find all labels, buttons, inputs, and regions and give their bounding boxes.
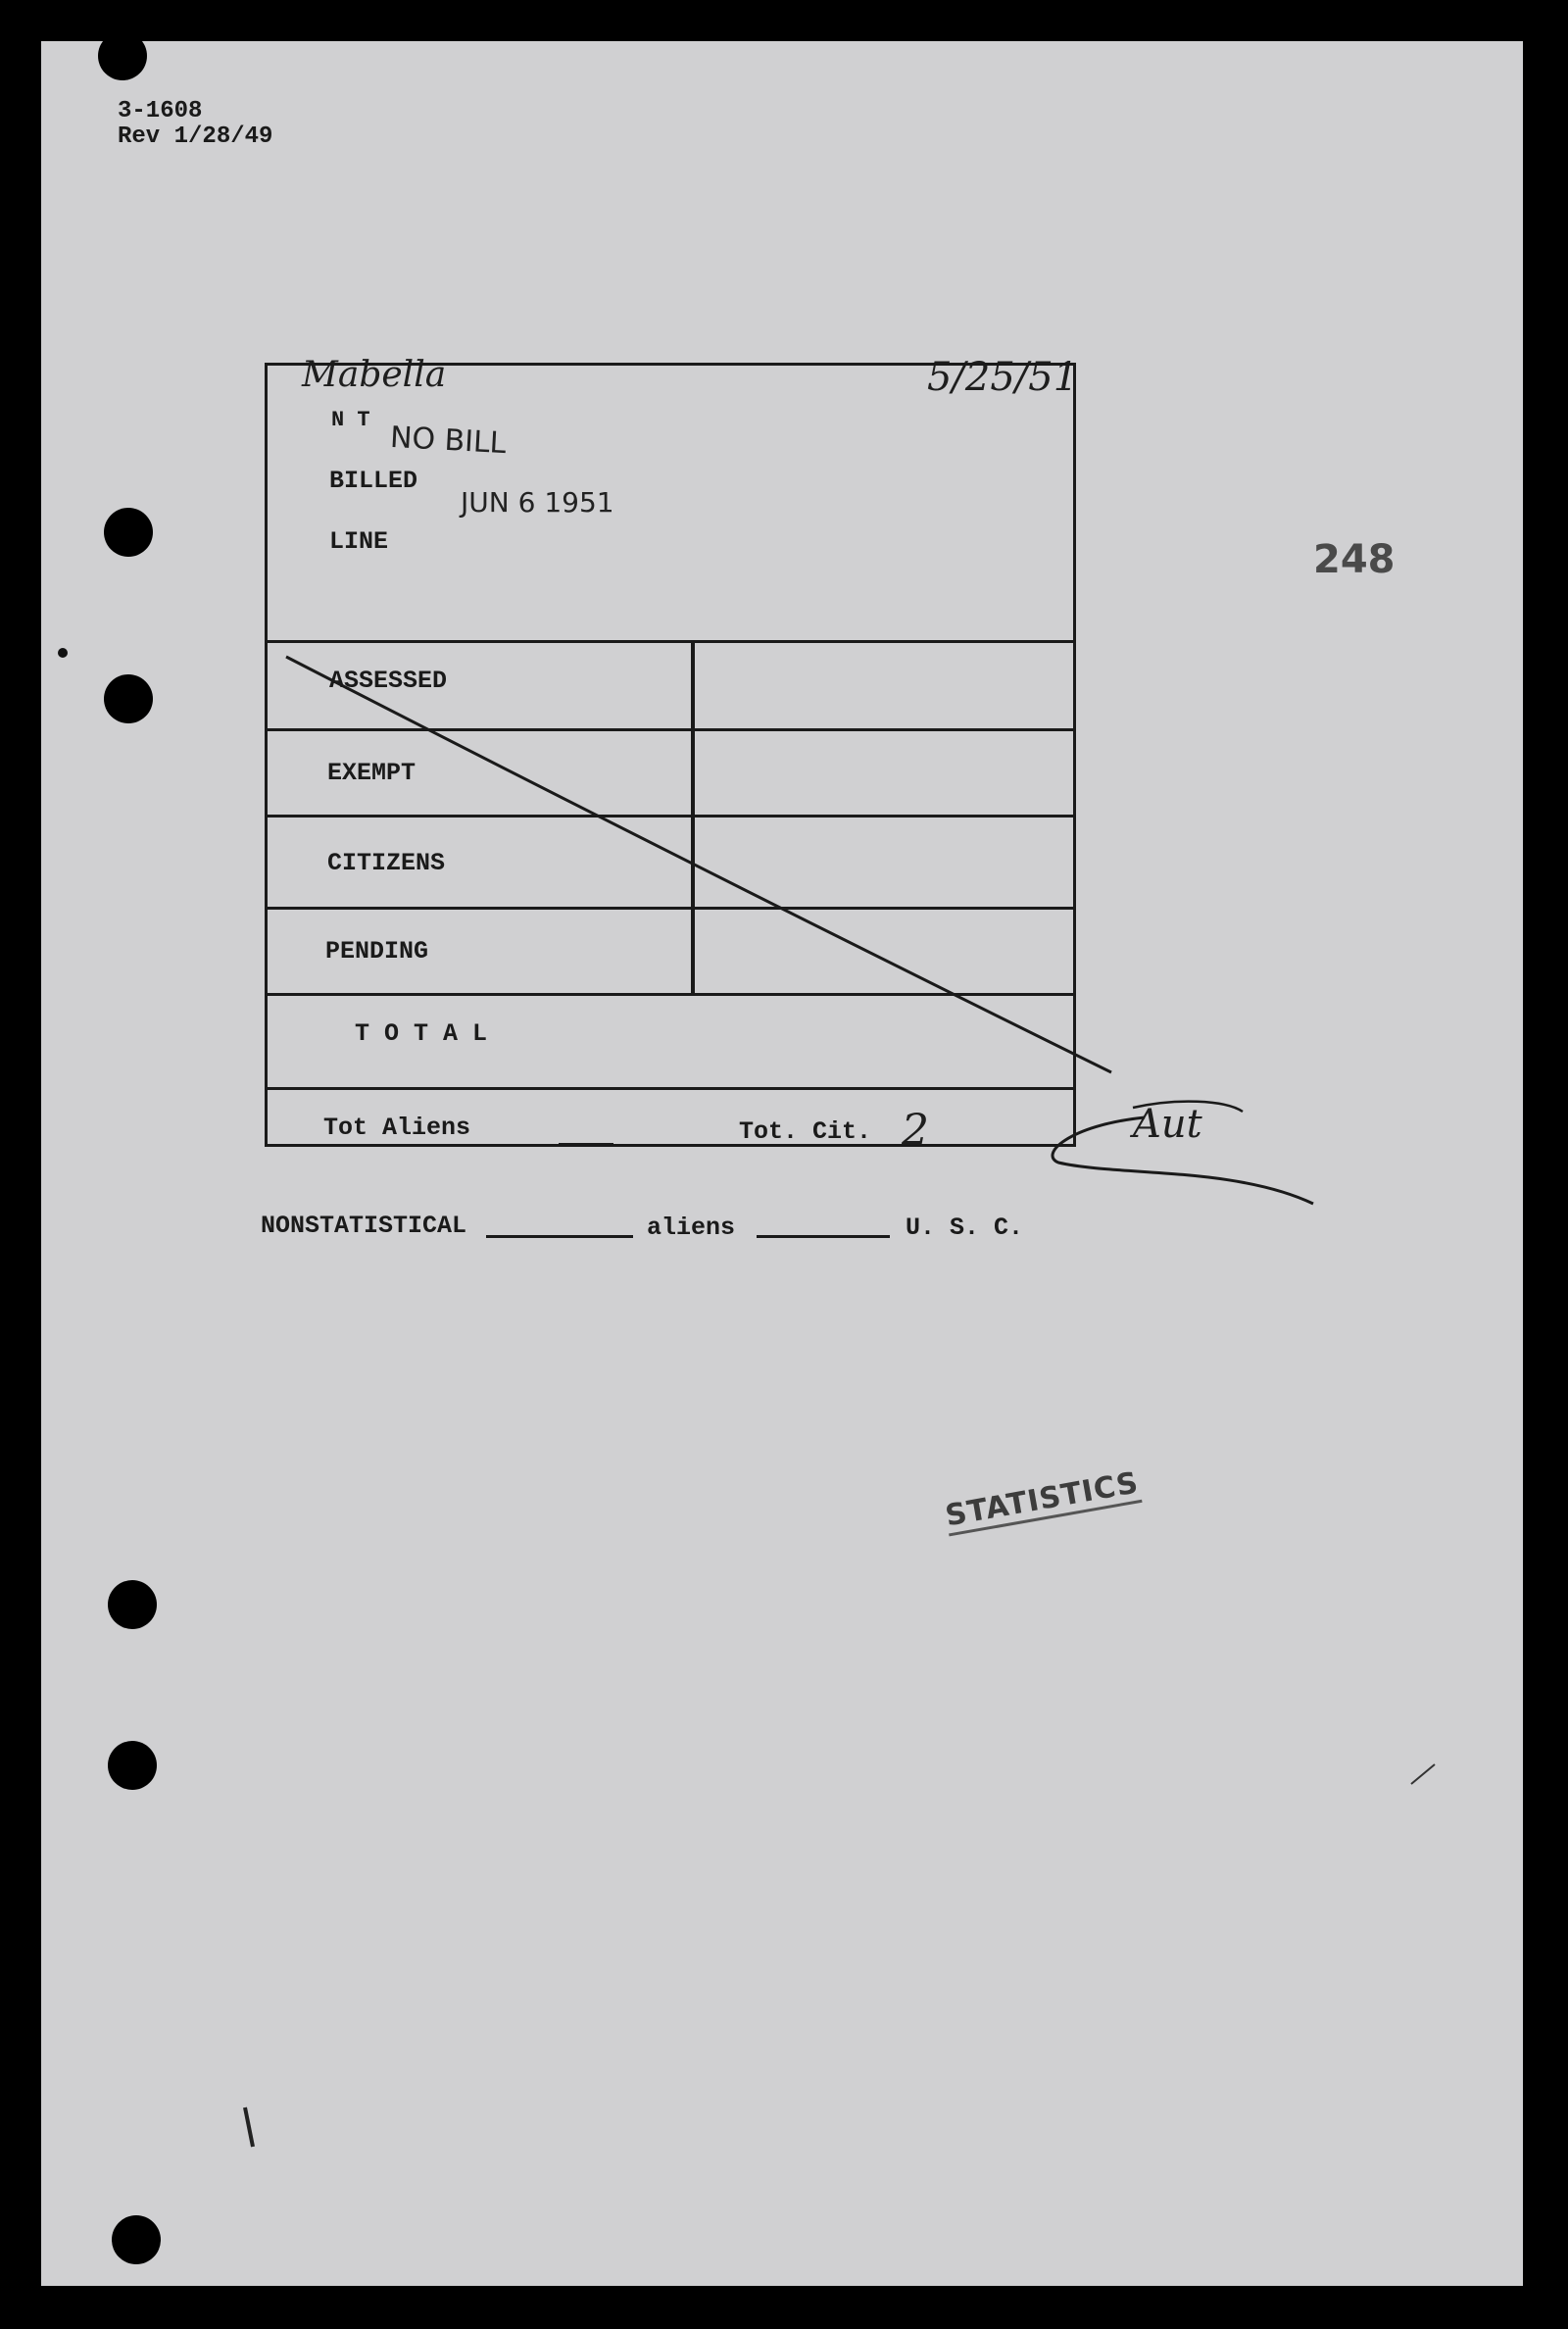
tot-cit-label: Tot. Cit. [739, 1117, 872, 1146]
tot-aliens-label: Tot Aliens [323, 1114, 471, 1142]
pen-speck [245, 2107, 253, 2147]
date-handwritten: 5/25/51 [927, 355, 1079, 400]
billed-label: BILLED [329, 467, 418, 495]
statistics-stamp: STATISTICS [943, 1465, 1142, 1536]
form-revision: Rev 1/28/49 [118, 124, 273, 150]
form-number: 3-1608 [118, 98, 203, 124]
line-label: LINE [329, 527, 389, 556]
no-bill-stamp: NO BILL [389, 420, 508, 462]
signature-initials: Aut [1133, 1102, 1202, 1147]
assessed-label: ASSESSED [329, 667, 448, 695]
signature-stroke [1133, 1102, 1243, 1112]
page-number-stamp: 248 [1313, 537, 1396, 582]
signature-flourish [1053, 1117, 1313, 1204]
total-label: T O T A L [355, 1019, 488, 1048]
exempt-label: EXEMPT [327, 759, 416, 787]
nonstatistical-label: NONSTATISTICAL [261, 1212, 467, 1240]
pen-speck [58, 648, 68, 658]
citizens-label: CITIZENS [327, 849, 446, 877]
pending-label: PENDING [325, 937, 429, 966]
nt-label: N T [331, 408, 370, 432]
pen-speck [1411, 1764, 1435, 1784]
tot-cit-value: 2 [902, 1106, 929, 1156]
vessel-name-handwritten: Mabella [302, 355, 447, 395]
aliens-label: aliens [647, 1214, 736, 1242]
usc-label: U. S. C. [906, 1214, 1024, 1242]
cancel-line [286, 657, 1111, 1072]
billed-date-stamp: JUN 6 1951 [461, 486, 614, 519]
